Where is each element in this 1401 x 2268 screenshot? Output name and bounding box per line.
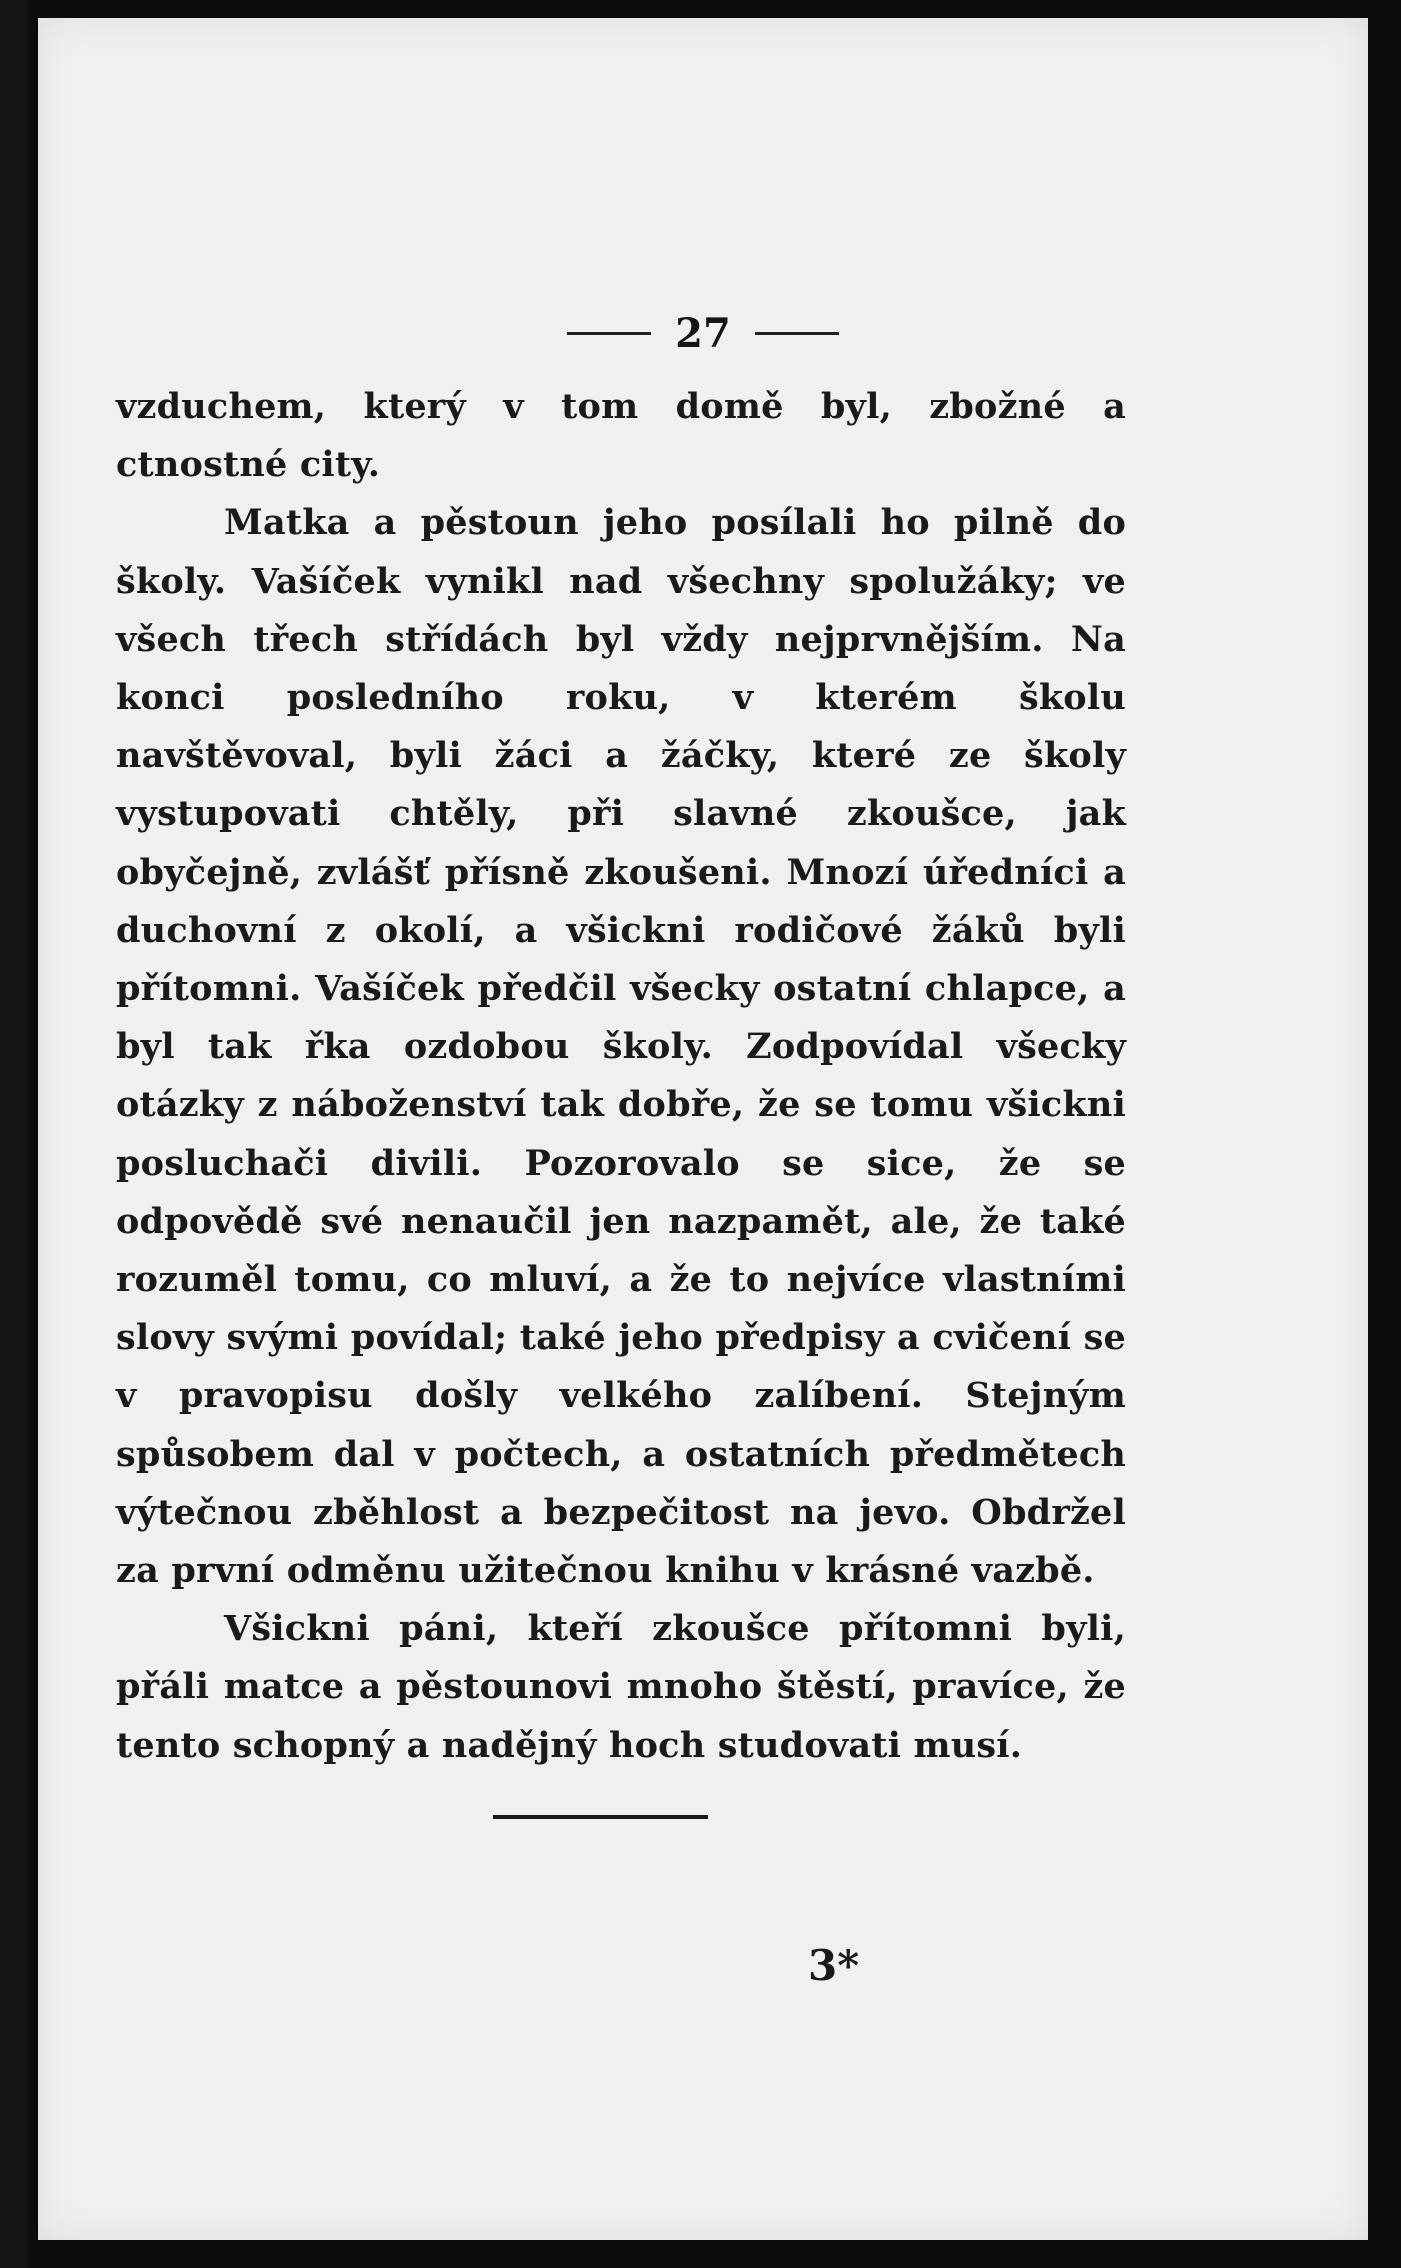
header-rule-left bbox=[567, 332, 651, 335]
paragraph: Všickni páni, kteří zkoušce přítomni byli, přáli matce a pěstounovi mnoho štěstí, pravíce, že tento schopný a nadějný hoch studovati musí. bbox=[116, 1608, 1126, 1766]
signature-mark: 3* bbox=[808, 1941, 860, 1990]
book-page bbox=[38, 18, 1368, 2240]
paragraph: Matka a pěstoun jeho posílali ho pilně do školy. Vašíček vynikl nad všechny spolužáky; ve všech třech střídách byl vždy nejprvnějším. Na konci posledního roku, v kterém školu navštěvoval, byli žáci a žáčky, které ze školy vystupovati chtěly, při slavné zkoušce, jak obyčejně, zvlášť přísně zkoušeni. Mnozí úředníci a duchovní z okolí, a všickni rodičové žáků byli přítomni. Vašíček předčil všecky ostatní chlapce, a byl tak řka ozdobou školy. Zodpovídal všecky otázky z náboženství tak dobře, že se tomu všickni posluchači divili. Pozorovalo se sice, že se odpovědě své nenaučil jen nazpamět, ale, že také rozuměl tomu, co mluví, a že to nejvíce vlastními slovy svými povídal; také jeho předpisy a cvičení se v pravopisu došly velkého zalíbení. Stejným spůsobem dal v počtech, a ostatních předmětech výtečnou zběhlost a bezpečitost na jevo. Obdržel za první odměnu užitečnou knihu v krásné vazbě. bbox=[116, 502, 1126, 1592]
page-number: 27 bbox=[675, 309, 731, 357]
page-header bbox=[38, 305, 1368, 361]
end-rule bbox=[493, 1815, 708, 1819]
scan-edge bbox=[0, 0, 28, 2268]
body-text bbox=[116, 378, 1126, 1775]
header-rule-right bbox=[755, 332, 839, 335]
paragraph-continuation: vzduchem, který v tom domě byl, zbožné a ctnostné city. bbox=[116, 386, 1126, 486]
